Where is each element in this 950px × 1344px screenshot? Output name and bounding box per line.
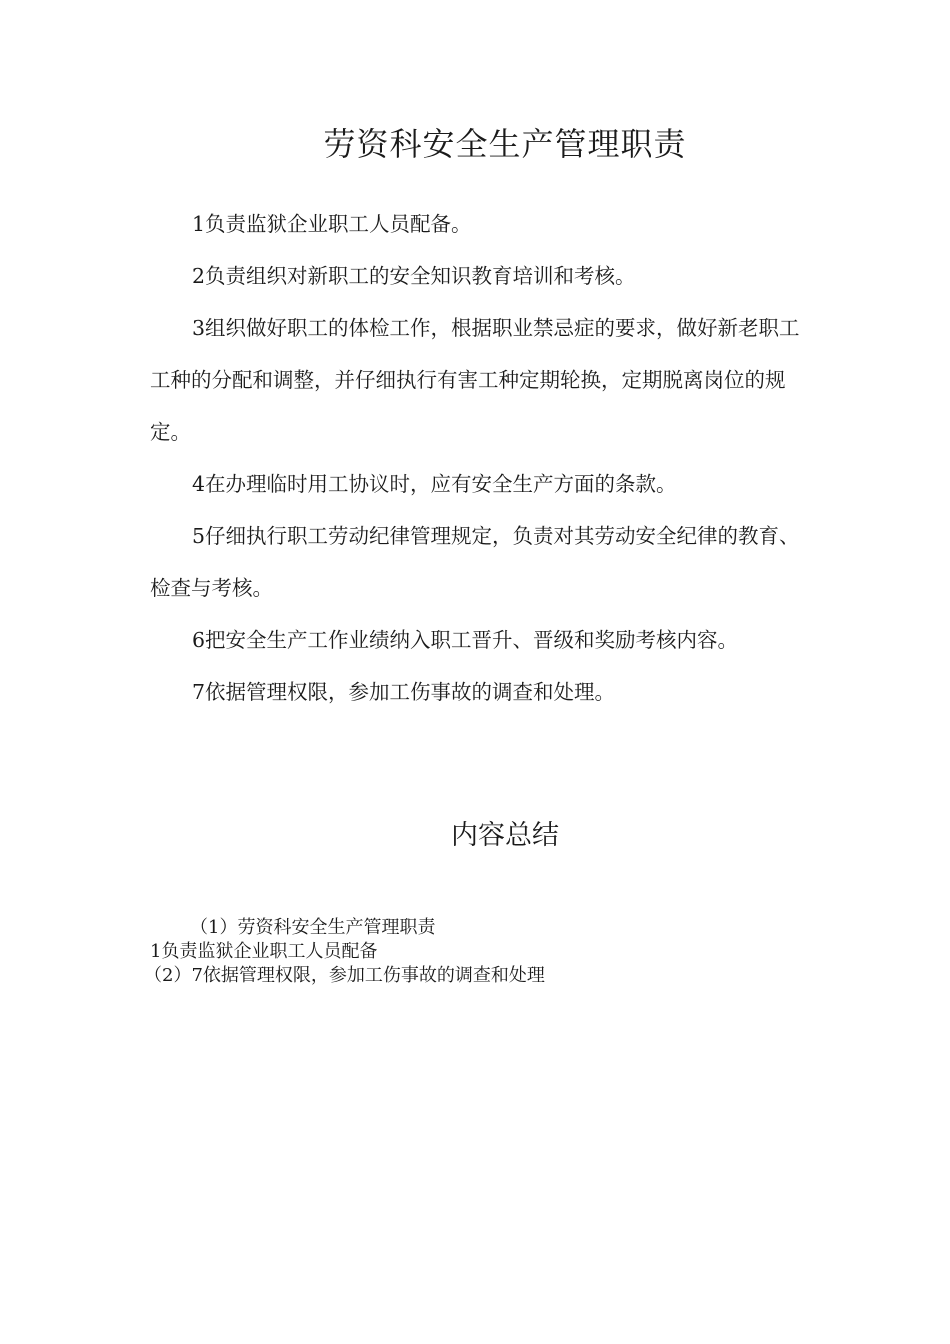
summary-section [144, 916, 850, 988]
paragraph-7: 7依据管理权限，参加工伤事故的调查和处理。 [192, 680, 616, 704]
paragraph-6: 6把安全生产工作业绩纳入职工晋升、晋级和奖励考核内容。 [192, 628, 739, 652]
paragraph-4: 4在办理临时用工协议时，应有安全生产方面的条款。 [192, 472, 677, 496]
paragraph-3: 3组织做好职工的体检工作，根据职业禁忌症的要求，做好新老职工工种的分配和调整，并仔细执行有害工种定期轮换，定期脱离岗位的规定。 [150, 316, 800, 444]
summary-line-3: （2）7依据管理权限，参加工伤事故的调查和处理 [144, 965, 545, 986]
paragraph-5: 5仔细执行职工劳动纪律管理规定，负责对其劳动安全纪律的教育、检查与考核。 [150, 524, 800, 600]
document-body [150, 198, 800, 718]
summary-heading: 内容总结 [451, 820, 559, 851]
paragraph-2: 2负责组织对新职工的安全知识教育培训和考核。 [192, 264, 636, 288]
paragraph-1: 1负责监狱企业职工人员配备。 [192, 212, 472, 236]
document-title: 劳资科安全生产管理职责 [323, 125, 687, 163]
summary-line-2: 1负责监狱企业职工人员配备 [150, 941, 378, 962]
summary-line-1: （1）劳资科安全生产管理职责 [190, 917, 436, 938]
